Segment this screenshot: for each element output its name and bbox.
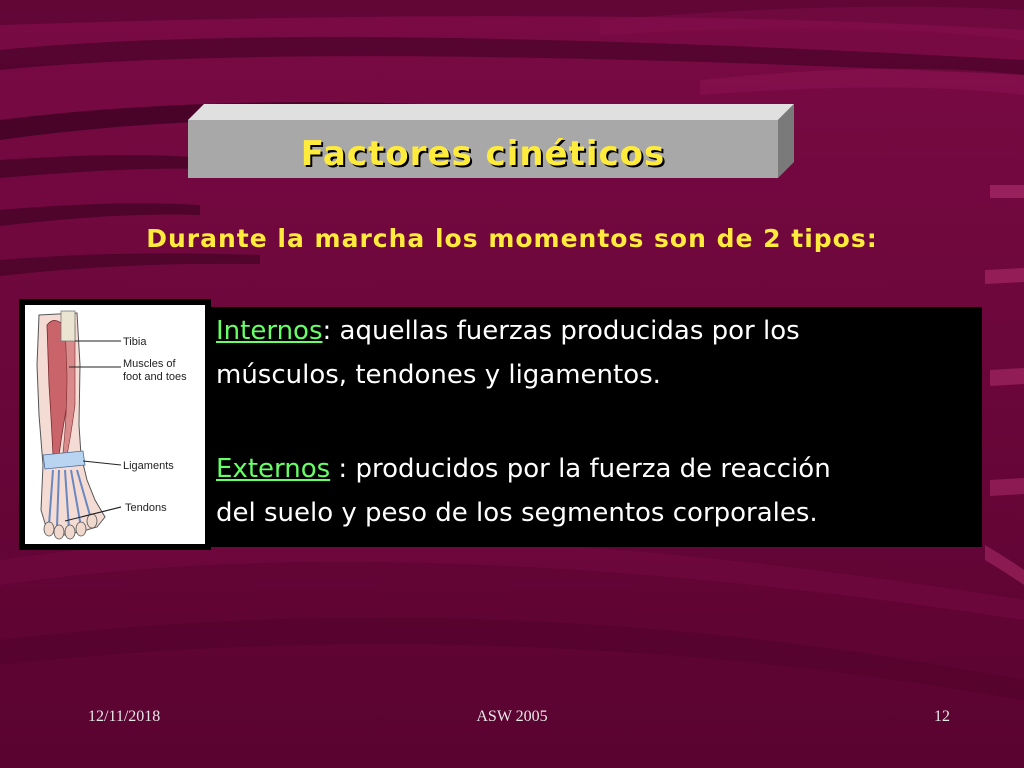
label-muscles-line2: foot and toes <box>123 371 187 383</box>
slide-title: Factores cinéticos <box>300 134 666 174</box>
externos-text-line2: del suelo y peso de los segmentos corporales. <box>216 498 818 528</box>
footer-center: ASW 2005 <box>476 708 548 725</box>
externos-text-line1: : producidos por la fuerza de reacción <box>330 454 831 484</box>
label-tibia: Tibia <box>123 336 147 348</box>
footer-date: 12/11/2018 <box>88 708 161 725</box>
slide-subtitle: Durante la marcha los momentos son de 2 tipos: <box>146 224 878 253</box>
externos-paragraph <box>216 447 976 535</box>
leg-foot-illustration <box>25 305 205 544</box>
footer-page-number: 12 <box>934 708 950 725</box>
internos-text-line1: : aquellas fuerzas producidas por los <box>322 316 800 346</box>
label-muscles-line1: Muscles of <box>123 358 176 370</box>
externos-term: Externos <box>216 454 331 484</box>
label-ligaments: Ligaments <box>123 460 174 472</box>
anatomy-figure <box>25 305 205 544</box>
internos-paragraph <box>216 309 976 397</box>
content-box <box>211 307 982 547</box>
internos-term: Internos <box>216 316 323 346</box>
anatomy-figure-frame <box>19 299 211 550</box>
internos-text-line2: músculos, tendones y ligamentos. <box>216 360 661 390</box>
label-tendons: Tendons <box>125 502 167 514</box>
title-box <box>188 104 794 178</box>
